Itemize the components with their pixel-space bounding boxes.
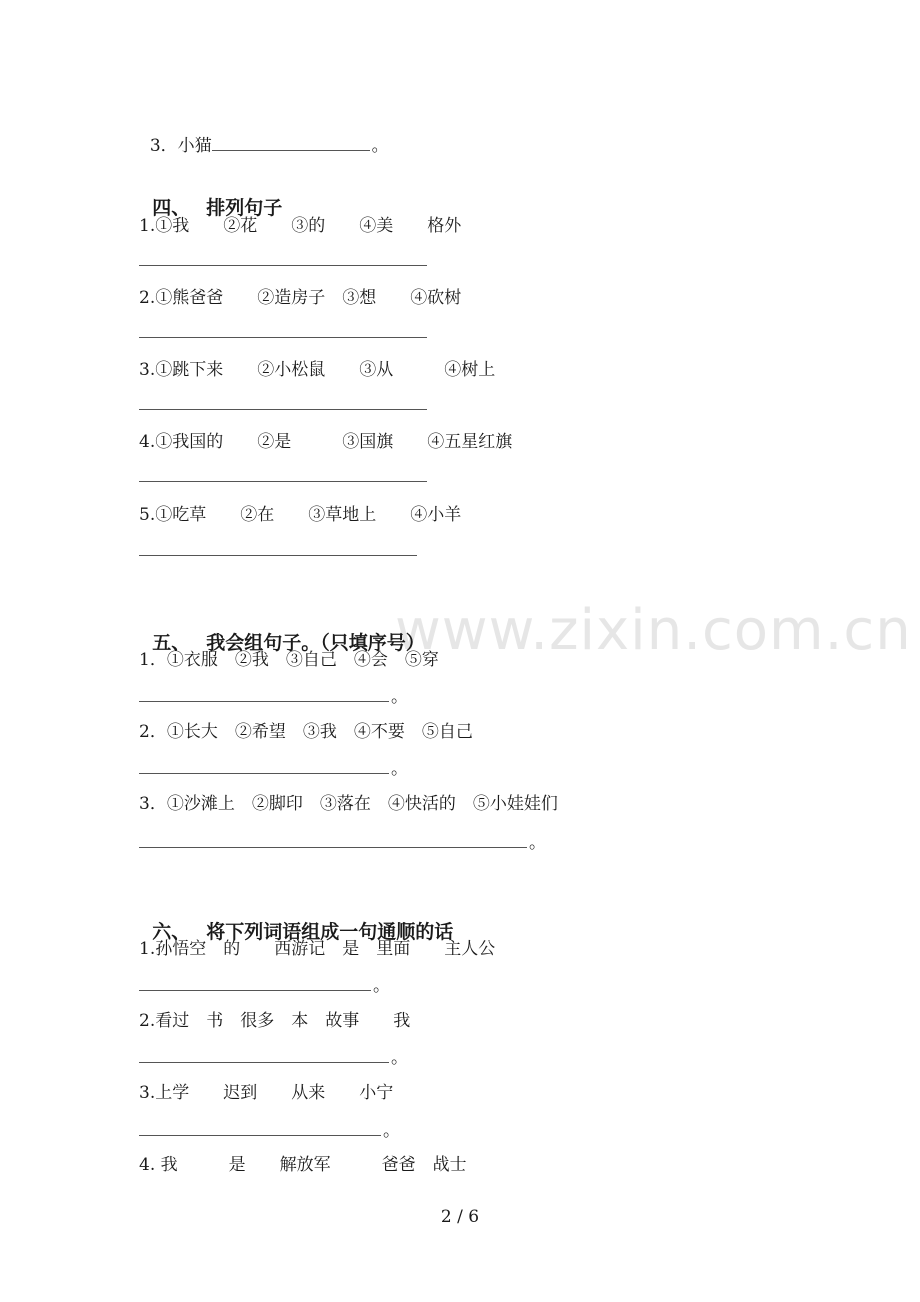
s4-answer-row-5 <box>139 540 417 561</box>
period: 。 <box>529 833 546 853</box>
section-6-title: 将下列词语组成一句通顺的话 <box>206 921 454 943</box>
watermark: www.zixin.com.cn <box>395 598 912 663</box>
s6-item-4: 4. 我 是 解放军 爸爸 战士 <box>139 1155 467 1175</box>
section-4-number: 四、 <box>152 197 191 219</box>
answer-blank[interactable] <box>139 686 389 702</box>
section-6-heading <box>139 896 453 944</box>
s4-item-5: 5.①吃草 ②在 ③草地上 ④小羊 <box>139 505 462 525</box>
s6-item-3: 3.上学 迟到 从来 小宁 <box>139 1083 394 1103</box>
s4-answer-row-2 <box>139 322 427 343</box>
period: 。 <box>391 1048 408 1068</box>
section-4-title: 排列句子 <box>206 197 283 219</box>
period: 。 <box>383 1121 400 1141</box>
s4-item-2: 2.①熊爸爸 ②造房子 ③想 ④砍树 <box>139 288 462 308</box>
answer-blank[interactable] <box>139 466 427 482</box>
answer-blank[interactable] <box>139 322 427 338</box>
s4-answer-row-1 <box>139 250 427 271</box>
answer-blank[interactable] <box>139 975 371 991</box>
section-5-title: 我会组句子。（只填序号） <box>206 632 425 654</box>
prev-item-text: 3．小猫 <box>149 136 212 156</box>
section-4-heading <box>139 172 282 220</box>
period: 。 <box>391 687 408 707</box>
s5-item-3: 3．①沙滩上 ②脚印 ③落在 ④快活的 ⑤小娃娃们 <box>139 794 558 814</box>
answer-blank[interactable] <box>139 758 389 774</box>
section-5-number: 五、 <box>152 632 191 654</box>
answer-blank[interactable] <box>139 394 427 410</box>
page-number: 2 / 6 <box>440 1207 480 1227</box>
s6-item-2: 2.看过 书 很多 本 故事 我 <box>139 1011 411 1031</box>
s6-item-1: 1.孙悟空 的 西游记 是 里面 主人公 <box>139 939 496 959</box>
section-6-number: 六、 <box>152 921 191 943</box>
prev-item <box>139 115 389 156</box>
s5-answer-row-3 <box>139 832 546 853</box>
s5-answer-row-2 <box>139 758 408 779</box>
s6-answer-row-1 <box>139 975 390 996</box>
period: 。 <box>371 136 389 156</box>
section-5-heading <box>139 607 425 655</box>
s5-answer-row-1 <box>139 686 408 707</box>
answer-blank[interactable] <box>139 540 417 556</box>
period: 。 <box>373 976 390 996</box>
answer-blank[interactable] <box>139 1047 389 1063</box>
s6-answer-row-2 <box>139 1047 408 1068</box>
s6-answer-row-3 <box>139 1120 400 1141</box>
s4-item-4: 4.①我国的 ②是 ③国旗 ④五星红旗 <box>139 432 513 452</box>
answer-blank[interactable] <box>212 135 370 151</box>
s5-item-1: 1．①衣服 ②我 ③自己 ④会 ⑤穿 <box>139 650 439 670</box>
s4-answer-row-3 <box>139 394 427 415</box>
answer-blank[interactable] <box>139 250 427 266</box>
period: 。 <box>391 759 408 779</box>
answer-blank[interactable] <box>139 1120 381 1136</box>
s4-answer-row-4 <box>139 466 427 487</box>
answer-blank[interactable] <box>139 832 527 848</box>
s4-item-1: 1.①我 ②花 ③的 ④美 格外 <box>139 216 462 236</box>
s5-item-2: 2．①长大 ②希望 ③我 ④不要 ⑤自己 <box>139 722 473 742</box>
s4-item-3: 3.①跳下来 ②小松鼠 ③从 ④树上 <box>139 360 496 380</box>
